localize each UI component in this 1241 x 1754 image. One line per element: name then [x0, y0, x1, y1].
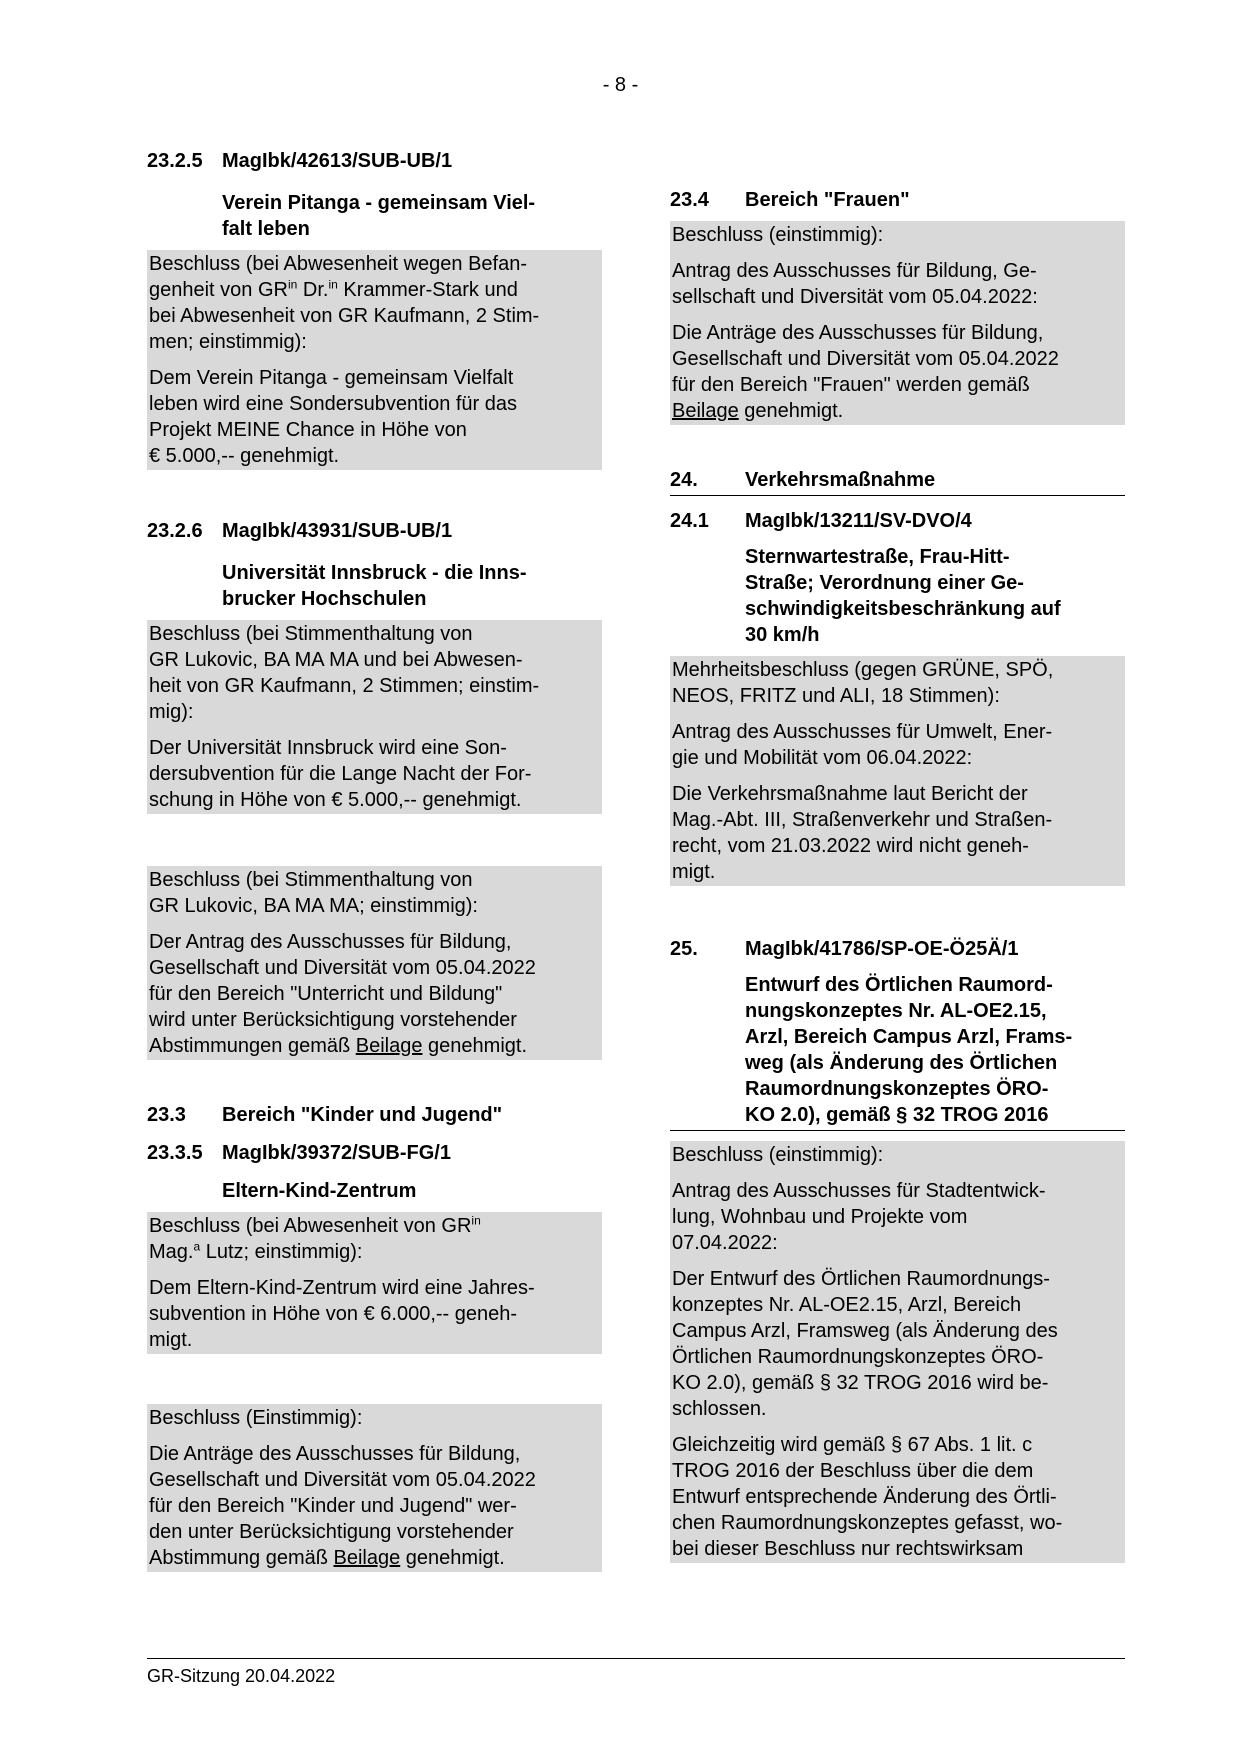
right-column	[670, 187, 1125, 1563]
section-heading: 23.3 Bereich "Kinder und Jugend"	[147, 1104, 503, 1126]
decision-box: Beschluss (einstimmig): Antrag des Ausschusses für Stadtentwick- lung, Wohnbau und Projekte vom 07.04.2022: Der Entwurf des Örtlichen Raumordnungs- konzeptes Nr. AL-OE2.15, Arzl, Bereich Campus Arzl, Framsweg (als Änderung des Örtlichen Raumordnungskonzeptes ÖRO- KO 2.0), gemäß § 32 TROG 2016 wird be- schlossen. Gleichzeitig wird gemäß § 67 Abs. 1 lit. c TROG 2016 der Beschluss über die dem Entwurf entsprechende Änderung des Örtli- chen Raumordnungskonzeptes gefasst, wo- bei dieser Beschluss nur rechtswirksam	[670, 1141, 1125, 1563]
decision-box: Beschluss (bei Abwesenheit von $GR^{in}$ Mag.$^a$ Lutz; einstimmig): Dem Eltern-Kind-Zentrum wird eine Jahres- subvention in Höhe von € 6.000,-- geneh- migt.	[147, 1212, 602, 1354]
left-column	[147, 148, 602, 1572]
decision-box: Beschluss (Einstimmig): Die Anträge des Ausschusses für Bildung, Gesellschaft und Diversität vom 05.04.2022 für den Bereich "Kinder und Jugend" wer- den unter Berücksichtigung vorstehender Abstimmung gemäß Beilage genehmigt.	[147, 1404, 602, 1572]
subsection-heading: 23.3.5 MagIbk/39372/SUB-FG/1	[147, 1142, 451, 1164]
decision-box: Mehrheitsbeschluss (gegen GRÜNE, SPÖ, NEOS, FRITZ und ALI, 18 Stimmen): Antrag des Ausschusses für Umwelt, Ener- gie und Mobilität vom 06.04.2022: Die Verkehrsmaßnahme laut Bericht der Mag.-Abt. III, Straßenverkehr und Straßen- recht, vom 21.03.2022 wird nicht geneh- migt.	[670, 656, 1125, 886]
section-title: Sternwartestraße, Frau-Hitt- Straße; Verordnung einer Ge- schwindigkeitsbeschränkung auf 30 km/h	[745, 546, 1061, 646]
beilage-link[interactable]: Beilage	[672, 400, 739, 422]
decision-box: Beschluss (bei Abwesenheit wegen Befan- genheit von $GR^{in}$ Dr.$^{in}$ Krammer-Stark und bei Abwesenheit von GR Kaufmann, 2 Stim- men; einstimmig): Dem Verein Pitanga - gemeinsam Vielfalt leben wird eine Sondersubvention für das Projekt MEINE Chance in Höhe von € 5.000,-- genehmigt.	[147, 250, 602, 470]
section-heading: 23.2.6 MagIbk/43931/SUB-UB/1	[147, 520, 453, 542]
footer-divider	[147, 1658, 1125, 1659]
decision-box: Beschluss (einstimmig): Antrag des Ausschusses für Bildung, Ge- sellschaft und Diversität vom 05.04.2022: Die Anträge des Ausschusses für Bildung, Gesellschaft und Diversität vom 05.04.2022 für den Bereich "Frauen" werden gemäß Beilage genehmigt.	[670, 221, 1125, 425]
section-title: Verein Pitanga - gemeinsam Viel- falt leben	[222, 192, 536, 240]
section-title: Universität Innsbruck - die Inns- brucker Hochschulen	[222, 562, 527, 610]
section-heading: 24. Verkehrsmaßnahme	[670, 467, 1125, 496]
section-heading: 23.2.5 MagIbk/42613/SUB-UB/1	[147, 150, 453, 172]
section-heading: 25. MagIbk/41786/SP-OE-Ö25Ä/1	[670, 938, 1019, 960]
page-number: - 8 -	[602, 74, 639, 96]
decision-box: Beschluss (bei Stimmenthaltung von GR Lukovic, BA MA MA und bei Abwesen- heit von GR Kaufmann, 2 Stimmen; einstim- mig): Der Universität Innsbruck wird eine Son- dersubvention für die Lange Nacht der For- schung in Höhe von € 5.000,-- genehmigt.	[147, 620, 602, 814]
section-title: Entwurf des Örtlichen Raumord- nungskonzeptes Nr. AL-OE2.15, Arzl, Bereich Campus Arzl, Frams- weg (als Änderung des Örtlichen Raumordnungskonzeptes ÖRO- KO 2.0), gemäß § 32 TROG 2016	[670, 972, 1125, 1131]
decision-box: Beschluss (bei Stimmenthaltung von GR Lukovic, BA MA MA; einstimmig): Der Antrag des Ausschusses für Bildung, Gesellschaft und Diversität vom 05.04.2022 für den Bereich "Unterricht und Bildung" wird unter Berücksichtigung vorstehender Abstimmungen gemäß Beilage genehmigt.	[147, 866, 602, 1060]
subsection-heading: 24.1 MagIbk/13211/SV-DVO/4	[670, 510, 972, 532]
section-heading: 23.4 Bereich "Frauen"	[670, 189, 910, 211]
footer-text: GR-Sitzung 20.04.2022	[147, 1666, 336, 1686]
beilage-link[interactable]: Beilage	[355, 1035, 423, 1057]
beilage-link[interactable]: Beilage	[333, 1547, 401, 1569]
section-title: Eltern-Kind-Zentrum	[222, 1180, 417, 1202]
